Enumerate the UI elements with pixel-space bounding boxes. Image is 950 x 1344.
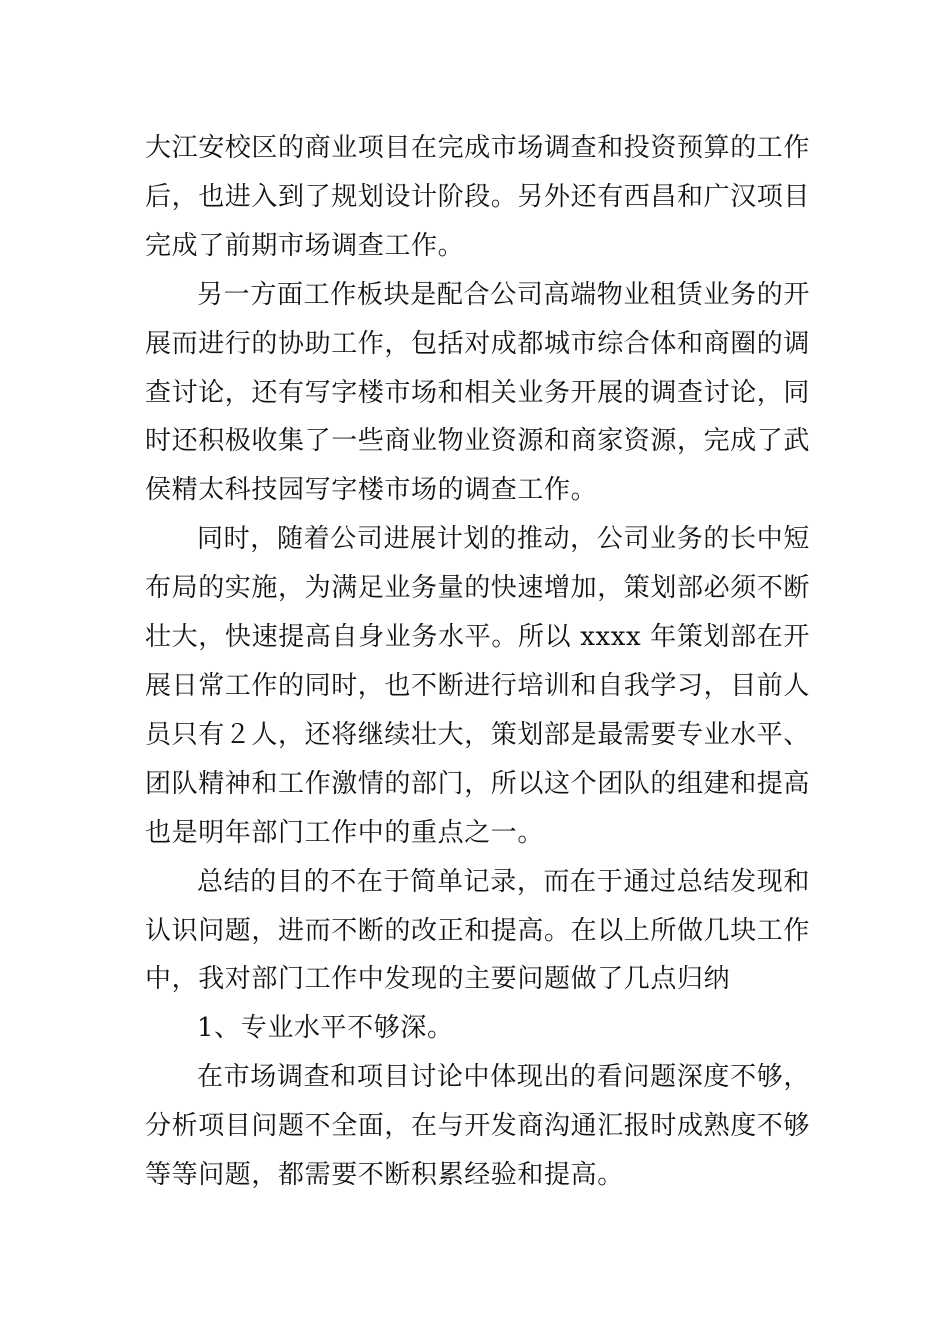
body-text (145, 124, 810, 1200)
paragraph-4: 总结的目的不在于简单记录，而在于通过总结发现和认识问题，进而不断的改正和提高。在以上所做几块工作中，我对部门工作中发现的主要问题做了几点归纳 (145, 866, 811, 995)
list-item-1: 1、专业水平不够深。 (197, 1013, 454, 1044)
paragraph-1: 大江安校区的商业项目在完成市场调查和投资预算的工作后，也进入到了规划设计阶段。另外还有西昌和广汉项目完成了前期市场调查工作。 (145, 133, 811, 261)
paragraph-2: 另一方面工作板块是配合公司高端物业租赁业务的开展而进行的协助工作，包括对成都城市综合体和商圈的调查讨论，还有写字楼市场和相关业务开展的调查讨论，同时还积极收集了一些商业物业资源和商家资源，完成了武侯精太科技园写字楼市场的调查工作。 (145, 279, 811, 506)
paragraph-3: 同时，随着公司进展计划的推动，公司业务的长中短布局的实施，为满足业务量的快速增加，策划部必须不断壮大，快速提高自身业务水平。所以 xxxx 年策划部在开展日常工作的同时，也不断进行培训和自我学习，目前人员只有２人，还将继续壮大，策划部是最需要专业水平、团队精神和工作激情的部门，所以这个团队的组建和提高也是明年部门工作中的重点之一。 (145, 524, 811, 848)
paragraph-5: 在市场调查和项目讨论中体现出的看问题深度不够，分析项目问题不全面，在与开发商沟通汇报时成熟度不够等等问题，都需要不断积累经验和提高。 (145, 1062, 811, 1191)
